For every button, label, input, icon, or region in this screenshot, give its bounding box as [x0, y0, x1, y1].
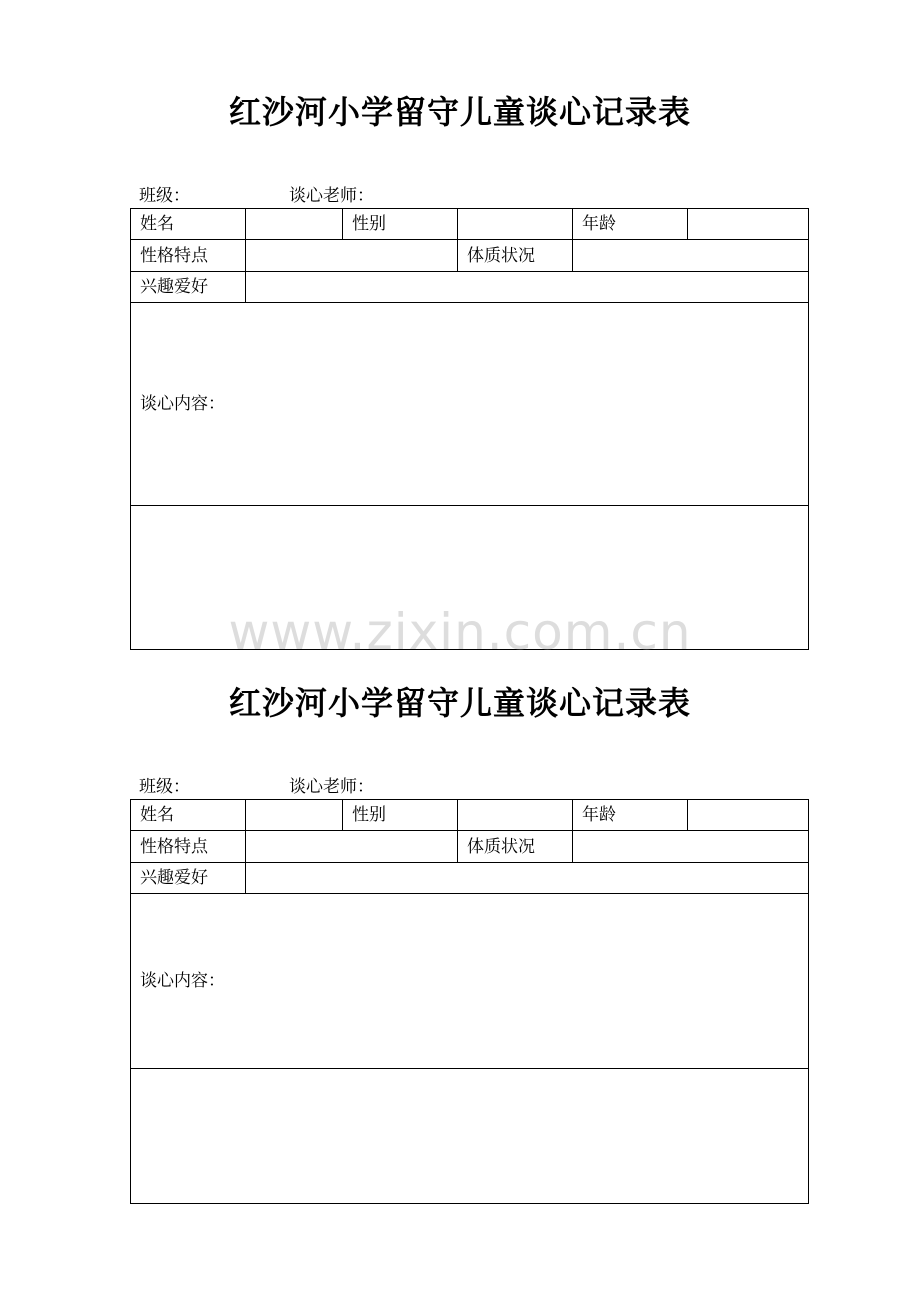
watermark: www.zixin.com.cn [228, 603, 692, 661]
health-field[interactable] [573, 240, 809, 272]
extra-row [131, 1069, 809, 1204]
hobby-label: 兴趣爱好 [131, 863, 246, 894]
form-title: 红沙河小学留守儿童谈心记录表 [228, 684, 691, 722]
hobby-label: 兴趣爱好 [131, 272, 246, 303]
hobby-field[interactable] [246, 863, 809, 894]
trait-row [131, 831, 809, 863]
health-field[interactable] [573, 831, 809, 863]
age-field[interactable] [688, 800, 809, 831]
personality-label: 性格特点 [131, 831, 246, 863]
form-title: 红沙河小学留守儿童谈心记录表 [228, 93, 691, 131]
hobby-row [131, 272, 809, 303]
trait-row [131, 240, 809, 272]
talk-content-field[interactable] [131, 894, 809, 1069]
personality-field[interactable] [246, 831, 458, 863]
age-field[interactable] [688, 209, 809, 240]
name-label: 姓名 [131, 800, 246, 831]
gender-field[interactable] [458, 800, 573, 831]
extra-field[interactable] [131, 506, 809, 650]
name-field[interactable] [246, 800, 343, 831]
basic-info-row [131, 209, 809, 240]
hobby-field[interactable] [246, 272, 809, 303]
name-label: 姓名 [131, 209, 246, 240]
personality-field[interactable] [246, 240, 458, 272]
extra-row [131, 506, 809, 650]
age-label: 年龄 [573, 800, 688, 831]
health-label: 体质状况 [458, 831, 573, 863]
meta-row [139, 775, 374, 799]
personality-label: 性格特点 [131, 240, 246, 272]
name-field[interactable] [246, 209, 343, 240]
class-label: 班级： [139, 186, 190, 206]
extra-field[interactable] [131, 1069, 809, 1204]
record-table [130, 799, 809, 1204]
talk-content-field[interactable] [131, 303, 809, 506]
teacher-label: 谈心老师： [289, 777, 374, 797]
record-table [130, 208, 809, 650]
talk-row [131, 303, 809, 506]
basic-info-row [131, 800, 809, 831]
class-label: 班级： [139, 777, 190, 797]
hobby-row [131, 863, 809, 894]
teacher-label: 谈心老师： [289, 186, 374, 206]
talk-row [131, 894, 809, 1069]
talk-label: 谈心内容： [140, 394, 225, 414]
gender-label: 性别 [343, 800, 458, 831]
talk-label: 谈心内容： [140, 971, 225, 991]
meta-row [139, 184, 374, 208]
gender-label: 性别 [343, 209, 458, 240]
age-label: 年龄 [573, 209, 688, 240]
health-label: 体质状况 [458, 240, 573, 272]
gender-field[interactable] [458, 209, 573, 240]
